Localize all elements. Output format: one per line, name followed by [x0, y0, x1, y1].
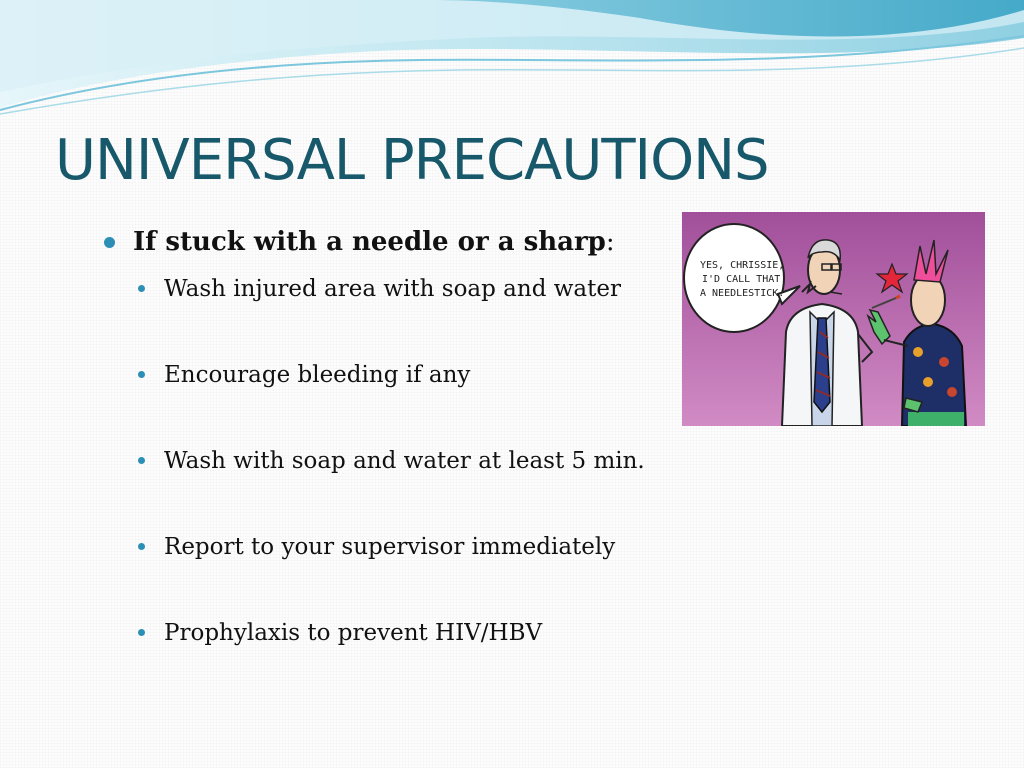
sub-bullet-dot — [138, 629, 145, 636]
speech-line-1: YES, CHRISSIE, — [700, 260, 785, 271]
main-bullet-bold: If stuck with a needle or a sharp — [133, 227, 606, 257]
speech-line-3: A NEEDLESTICK. — [700, 288, 785, 299]
speech-line-2: I'D CALL THAT — [702, 274, 781, 285]
sub-bullet: Prophylaxis to prevent HIV/HBV — [106, 606, 645, 692]
sub-bullet: Report to your supervisor immediately — [106, 520, 645, 606]
main-bullet-suffix: : — [605, 227, 615, 257]
sub-bullet: Wash with soap and water at least 5 min. — [106, 434, 645, 520]
bullet-list — [106, 222, 645, 692]
slide-title: UNIVERSAL PRECAUTIONS — [55, 128, 769, 193]
sub-bullet: Encourage bleeding if any — [106, 348, 645, 434]
sub-bullet-list — [106, 262, 645, 692]
sub-bullet-dot — [138, 457, 145, 464]
main-bullet — [106, 222, 645, 262]
needlestick-cartoon — [682, 212, 985, 426]
bullet-dot — [104, 237, 115, 248]
sub-bullet-group — [106, 262, 645, 692]
header-wave-decoration — [0, 0, 1024, 120]
sub-bullet-dot — [138, 543, 145, 550]
sub-bullet-dot — [138, 371, 145, 378]
sub-bullet: Wash injured area with soap and water — [106, 262, 645, 348]
sub-bullet-dot — [138, 285, 145, 292]
